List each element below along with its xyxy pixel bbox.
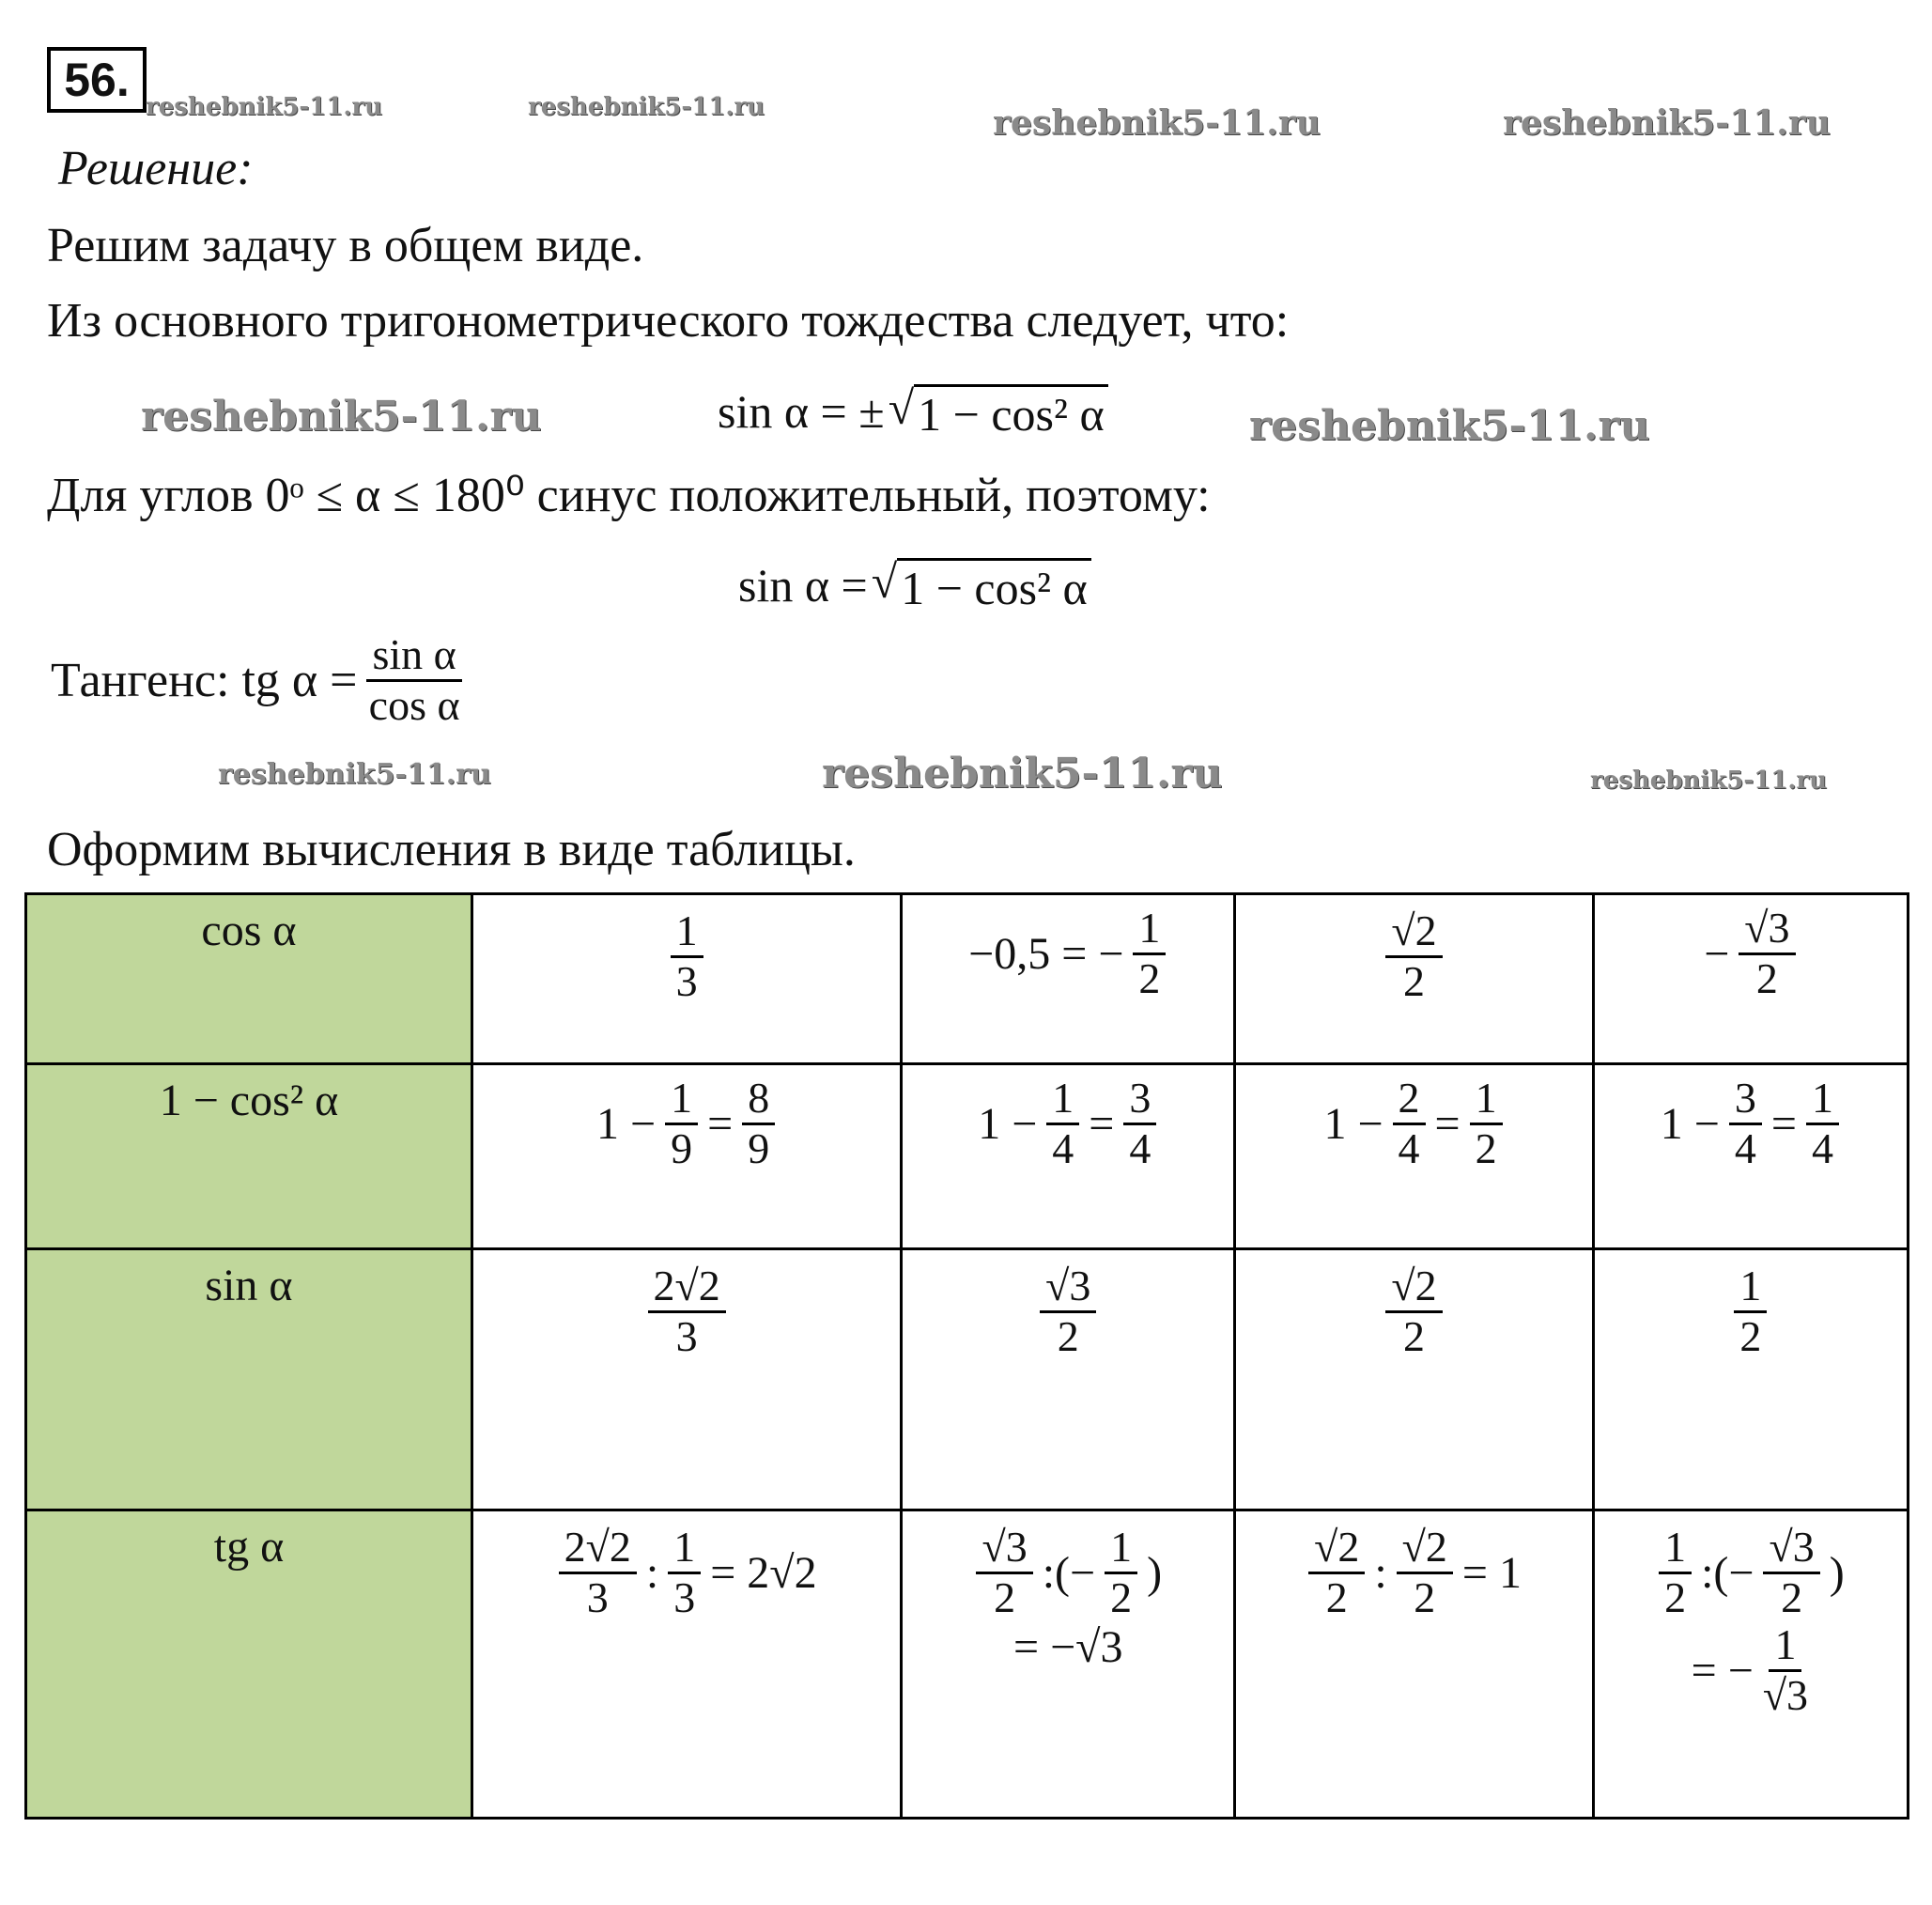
math-text: −0,5 = − xyxy=(968,928,1124,979)
fraction xyxy=(1385,907,1442,1005)
numerator: √3 xyxy=(976,1524,1032,1574)
numerator: 3 xyxy=(1729,1075,1762,1125)
watermark: reshebnik5-11.ru xyxy=(1503,103,1831,143)
cell-math xyxy=(1653,1524,1848,1719)
watermark: reshebnik5-11.ru xyxy=(146,93,383,121)
denominator: 2 xyxy=(1781,1572,1803,1621)
math-row xyxy=(1320,1075,1507,1172)
table-cell xyxy=(472,1064,902,1249)
math-text: Тангенс: tg α = xyxy=(51,653,358,707)
text-line-1: Решим задачу в общем виде. xyxy=(47,219,644,272)
math-text: sin α = xyxy=(738,558,868,612)
denominator: 2 xyxy=(1057,1311,1079,1360)
math-text: ) xyxy=(1829,1547,1845,1598)
numerator: √3 xyxy=(1040,1262,1096,1313)
table-cell xyxy=(1593,1510,1908,1819)
fraction xyxy=(1308,1524,1365,1621)
table-cell xyxy=(902,894,1235,1064)
math-text: = xyxy=(1434,1098,1461,1149)
solution-heading: Решение: xyxy=(58,142,254,195)
table-cell xyxy=(1593,894,1908,1064)
math-row xyxy=(1657,1075,1845,1172)
fraction xyxy=(1659,1524,1692,1621)
row-header-label: 1 − cos² α xyxy=(159,1076,339,1125)
cell-math xyxy=(1320,1075,1507,1172)
math-row xyxy=(714,380,1108,441)
task-number: 56. xyxy=(47,47,147,113)
fraction xyxy=(1763,1621,1808,1719)
math-text: = 2√2 xyxy=(710,1547,817,1598)
fraction xyxy=(665,1075,698,1172)
math-text: = xyxy=(1770,1098,1797,1149)
table-cell xyxy=(1593,1249,1908,1510)
math-text: : xyxy=(1374,1547,1387,1598)
row-header xyxy=(26,1249,472,1510)
text-line-2: Из основного тригонометрического тождества следует, что: xyxy=(47,294,1290,348)
text-line-4: Оформим вычисления в виде таблицы. xyxy=(47,823,856,876)
numerator: √2 xyxy=(1397,1524,1453,1574)
cell-math xyxy=(553,1524,821,1621)
math-row xyxy=(734,554,1091,615)
watermark: reshebnik5-11.ru xyxy=(1590,767,1828,795)
denominator: 4 xyxy=(1052,1123,1074,1172)
table-cell xyxy=(902,1064,1235,1249)
watermark: reshebnik5-11.ru xyxy=(218,758,491,791)
math-text: ) xyxy=(1147,1547,1163,1598)
denominator: 2 xyxy=(1325,1572,1348,1621)
table-cell xyxy=(1235,894,1593,1064)
math-row xyxy=(1380,907,1447,1005)
formula-sin-plusminus xyxy=(714,380,1108,441)
row-header-label: tg α xyxy=(213,1522,285,1572)
table-cell xyxy=(1235,1510,1593,1819)
radical-sign-icon: √ xyxy=(871,555,898,608)
math-text: = 1 xyxy=(1461,1547,1522,1598)
denominator: 2 xyxy=(994,1572,1016,1621)
formula-tangent xyxy=(47,631,468,729)
denominator: 3 xyxy=(586,1572,609,1621)
watermark: reshebnik5-11.ru xyxy=(141,393,542,441)
math-text: = xyxy=(707,1098,734,1149)
fraction xyxy=(1046,1075,1079,1172)
denominator: 2 xyxy=(1664,1572,1687,1621)
cell-math xyxy=(970,1524,1166,1673)
math-text: = −√3 xyxy=(1013,1622,1123,1673)
fraction xyxy=(1763,1524,1819,1621)
row-header xyxy=(26,894,472,1064)
table-row xyxy=(26,1510,1909,1819)
fraction xyxy=(1806,1075,1839,1172)
fraction xyxy=(1040,1262,1096,1360)
denominator: 3 xyxy=(673,1572,696,1621)
row-header xyxy=(26,1064,472,1249)
numerator: √2 xyxy=(1385,907,1442,958)
watermark: reshebnik5-11.ru xyxy=(1249,402,1650,450)
denominator: √3 xyxy=(1762,1670,1809,1719)
denominator: 2 xyxy=(1475,1123,1497,1172)
cell-math xyxy=(1657,1075,1845,1172)
denominator: 3 xyxy=(675,956,698,1005)
watermark: reshebnik5-11.ru xyxy=(528,93,765,121)
numerator: 1 xyxy=(668,1524,701,1574)
math-row xyxy=(553,1524,821,1621)
math-row xyxy=(970,1524,1166,1621)
fraction xyxy=(648,1262,726,1360)
table-cell xyxy=(1235,1249,1593,1510)
table-cell xyxy=(1235,1064,1593,1249)
math-text: :(− xyxy=(1042,1547,1096,1598)
numerator: 2√2 xyxy=(559,1524,637,1574)
radicand: 1 − cos² α xyxy=(897,558,1091,615)
table-cell xyxy=(472,1510,902,1819)
math-row xyxy=(1653,1524,1848,1621)
cell-math xyxy=(1380,1262,1447,1360)
denominator: 9 xyxy=(671,1123,693,1172)
math-row xyxy=(1034,1262,1102,1360)
cell-math xyxy=(642,1262,732,1360)
numerator: 1 xyxy=(1806,1075,1839,1125)
denominator: 9 xyxy=(748,1123,770,1172)
numerator: 2 xyxy=(1393,1075,1426,1125)
math-row xyxy=(974,1075,1162,1172)
table-cell xyxy=(902,1249,1235,1510)
denominator: cos α xyxy=(368,680,460,729)
fraction xyxy=(1105,1524,1137,1621)
cell-math xyxy=(1728,1262,1772,1360)
fraction xyxy=(1133,905,1166,1002)
numerator: 1 xyxy=(1105,1524,1137,1574)
row-header-label: cos α xyxy=(201,906,297,955)
cell-math xyxy=(665,907,709,1005)
square-root xyxy=(872,554,1091,615)
math-text: : xyxy=(645,1547,659,1598)
denominator: 4 xyxy=(1811,1123,1833,1172)
fraction xyxy=(742,1075,775,1172)
numerator: 1 xyxy=(1769,1621,1801,1672)
math-text: = xyxy=(1089,1098,1115,1149)
numerator: 1 xyxy=(671,907,703,958)
cell-math xyxy=(1700,905,1801,1002)
numerator: 1 xyxy=(1659,1524,1692,1574)
math-row xyxy=(1380,1262,1447,1360)
numerator: 1 xyxy=(1133,905,1166,955)
numerator: 1 xyxy=(1046,1075,1079,1125)
denominator: 2 xyxy=(1403,1311,1426,1360)
fraction xyxy=(1397,1524,1453,1621)
math-text: − xyxy=(1704,928,1730,979)
numerator: 1 xyxy=(1470,1075,1503,1125)
cell-math xyxy=(974,1075,1162,1172)
row-header-label: sin α xyxy=(205,1261,293,1310)
row-header xyxy=(26,1510,472,1819)
math-row xyxy=(1700,905,1801,1002)
math-row xyxy=(665,907,709,1005)
fraction xyxy=(671,907,703,1005)
math-text: 1 − xyxy=(596,1098,657,1149)
denominator: 4 xyxy=(1398,1123,1420,1172)
numerator: 1 xyxy=(1734,1262,1767,1313)
math-row xyxy=(965,905,1171,1002)
numerator: 2√2 xyxy=(648,1262,726,1313)
denominator: 2 xyxy=(1739,1311,1762,1360)
square-root xyxy=(889,380,1108,441)
math-row xyxy=(1688,1621,1814,1719)
fraction xyxy=(1734,1262,1767,1360)
numerator: 8 xyxy=(742,1075,775,1125)
math-text: sin α = ± xyxy=(718,384,885,438)
radical-sign-icon: √ xyxy=(888,381,915,434)
cell-math xyxy=(965,905,1171,1002)
table-cell xyxy=(902,1510,1235,1819)
calculation-table xyxy=(24,892,1909,1820)
cell-math xyxy=(1303,1524,1525,1621)
numerator: √3 xyxy=(1739,905,1795,955)
fraction xyxy=(976,1524,1032,1621)
math-row xyxy=(47,631,468,729)
math-text: :(− xyxy=(1701,1547,1754,1598)
cell-math xyxy=(1380,907,1447,1005)
numerator: √3 xyxy=(1763,1524,1819,1574)
denominator: 2 xyxy=(1755,953,1778,1002)
denominator: 4 xyxy=(1129,1123,1151,1172)
fraction xyxy=(559,1524,637,1621)
denominator: 2 xyxy=(1138,953,1161,1002)
fraction xyxy=(1470,1075,1503,1172)
numerator: √2 xyxy=(1385,1262,1442,1313)
fraction xyxy=(1739,905,1795,1002)
table-cell xyxy=(472,894,902,1064)
denominator: 4 xyxy=(1734,1123,1756,1172)
fraction xyxy=(1385,1262,1442,1360)
table-row xyxy=(26,1249,1909,1510)
math-row xyxy=(1728,1262,1772,1360)
watermark: reshebnik5-11.ru xyxy=(993,103,1321,143)
numerator: 3 xyxy=(1123,1075,1156,1125)
table-cell xyxy=(1593,1064,1908,1249)
math-row xyxy=(1303,1524,1525,1621)
denominator: 3 xyxy=(675,1311,698,1360)
numerator: 1 xyxy=(665,1075,698,1125)
fraction xyxy=(668,1524,701,1621)
math-text: 1 − xyxy=(1660,1098,1720,1149)
table-cell xyxy=(472,1249,902,1510)
math-text: 1 − xyxy=(978,1098,1038,1149)
numerator: sin α xyxy=(366,631,461,682)
formula-sin-positive xyxy=(734,554,1091,615)
table-row xyxy=(26,1064,1909,1249)
denominator: 2 xyxy=(1403,956,1426,1005)
numerator: √2 xyxy=(1308,1524,1365,1574)
fraction xyxy=(1393,1075,1426,1172)
fraction xyxy=(366,631,461,729)
table-row xyxy=(26,894,1909,1064)
denominator: 2 xyxy=(1414,1572,1436,1621)
text-line-3: Для углов 0ᵒ ≤ α ≤ 180⁰ синус положительный, поэтому: xyxy=(47,469,1211,522)
math-text: = − xyxy=(1691,1645,1754,1696)
cell-math xyxy=(593,1075,781,1172)
cell-math xyxy=(1034,1262,1102,1360)
fraction xyxy=(1729,1075,1762,1172)
fraction xyxy=(1123,1075,1156,1172)
watermark: reshebnik5-11.ru xyxy=(822,750,1223,798)
radicand: 1 − cos² α xyxy=(914,384,1108,441)
math-row xyxy=(1010,1621,1126,1673)
math-row xyxy=(642,1262,732,1360)
math-row xyxy=(593,1075,781,1172)
denominator: 2 xyxy=(1110,1572,1133,1621)
math-text: 1 − xyxy=(1323,1098,1383,1149)
